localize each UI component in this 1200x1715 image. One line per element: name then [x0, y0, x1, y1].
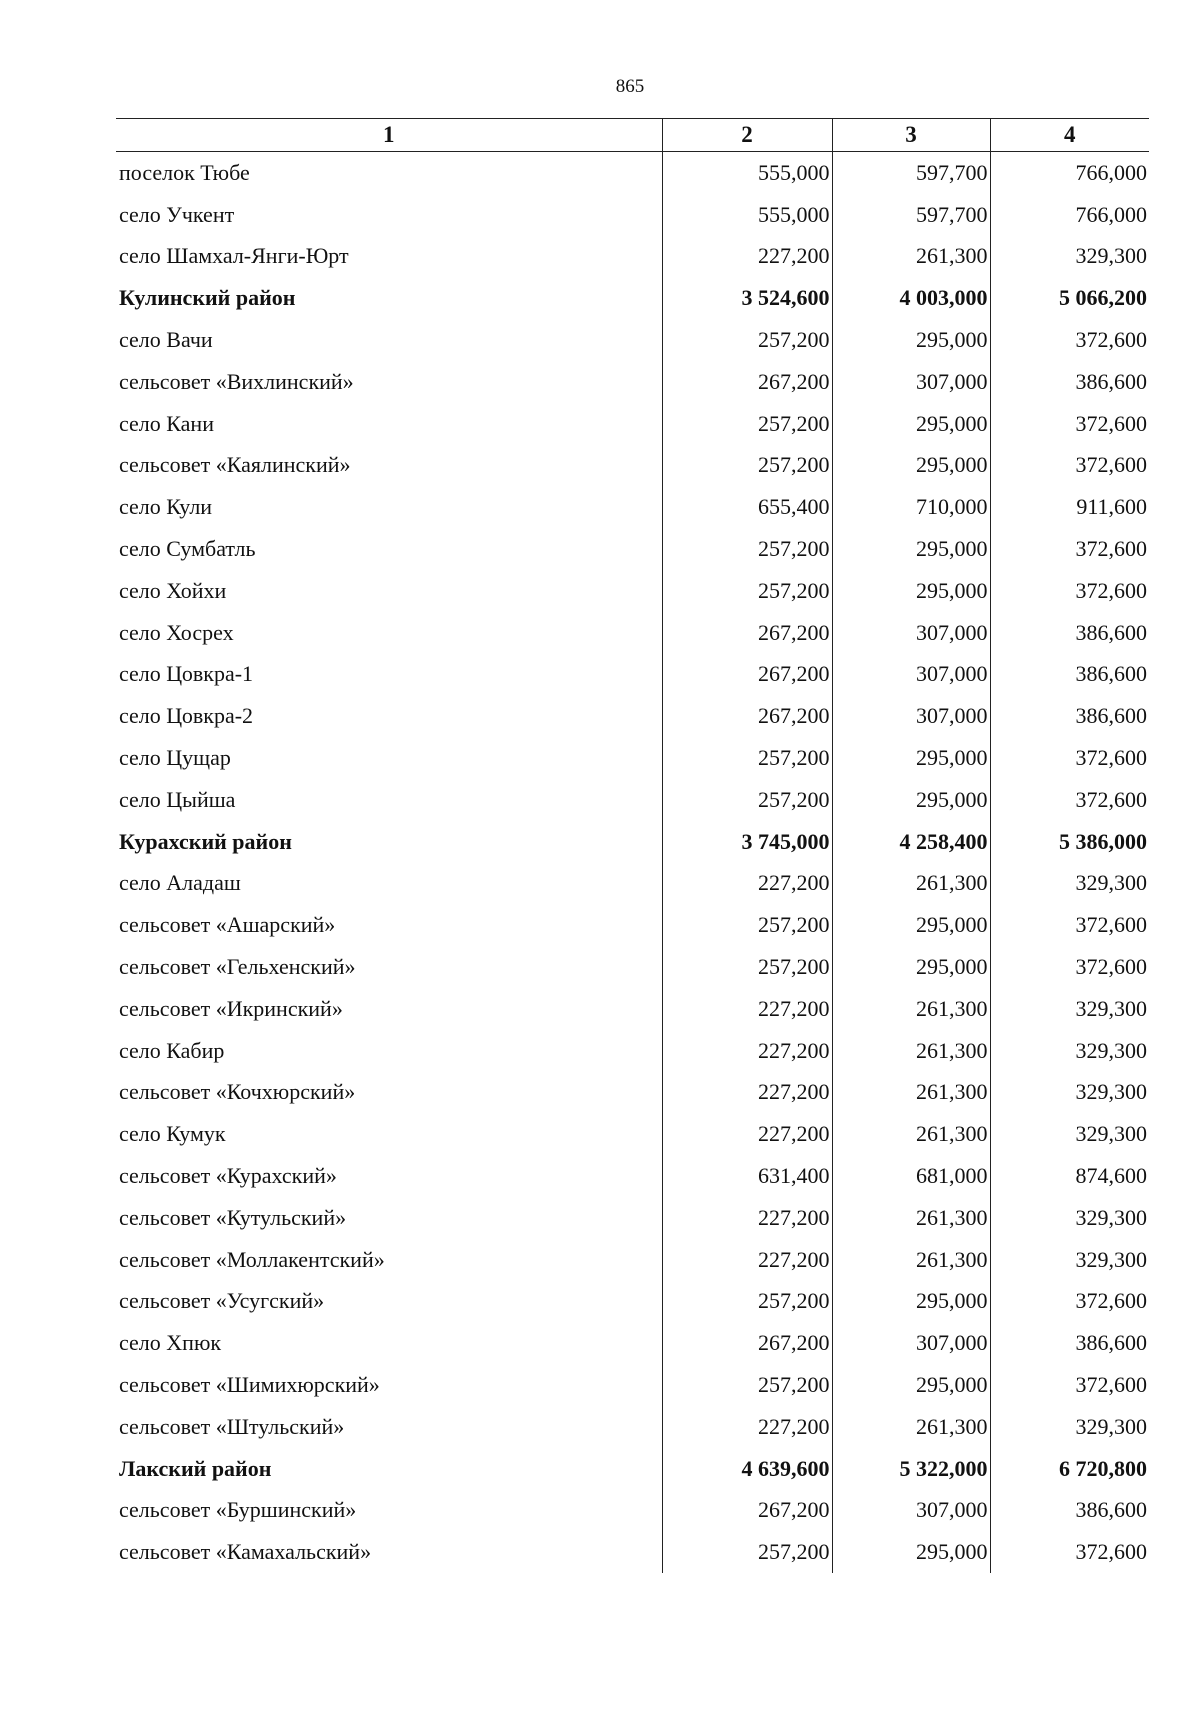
cell-col-4: 386,600 [1075, 619, 1147, 645]
cell-col-2: 257,200 [662, 946, 832, 988]
cell-col-4: 372,600 [1075, 577, 1147, 603]
cell-name: село Цущар [116, 737, 662, 779]
cell-col-2: 257,200 [662, 1364, 832, 1406]
cell-name: село Вачи [116, 319, 662, 361]
cell-name: село Цовкра-1 [116, 654, 662, 696]
cell-name: село Сумбатль [116, 528, 662, 570]
cell-name: сельсовет «Вихлинский» [116, 361, 662, 403]
table-row [116, 319, 1149, 361]
table-row [116, 737, 1149, 779]
cell-col-3: 295,000 [832, 403, 990, 445]
cell-col-3: 307,000 [832, 654, 990, 696]
cell-col-2: 257,200 [662, 904, 832, 946]
cell-name: село Кули [116, 486, 662, 528]
table-row [116, 1113, 1149, 1155]
cell-col-2: 3 524,600 [662, 277, 832, 319]
table-row-district-total [116, 1448, 1149, 1490]
cell-col-4: 386,600 [1075, 368, 1147, 394]
cell-name: поселок Тюбе [116, 152, 662, 194]
cell-col-2: 655,400 [662, 486, 832, 528]
cell-name: село Хосрех [116, 612, 662, 654]
budget-table [116, 118, 1149, 1573]
table-row [116, 695, 1149, 737]
cell-col-2: 257,200 [662, 319, 832, 361]
cell-name: село Цыйша [116, 779, 662, 821]
cell-col-3: 307,000 [832, 612, 990, 654]
cell-col-4: 372,600 [1075, 912, 1147, 938]
cell-col-3: 261,300 [832, 1239, 990, 1281]
table-row [116, 1490, 1149, 1532]
cell-col-3: 295,000 [832, 737, 990, 779]
table-row [116, 946, 1149, 988]
cell-col-3: 5 322,000 [832, 1448, 990, 1490]
cell-name: село Хпюк [116, 1322, 662, 1364]
table-row [116, 194, 1149, 236]
cell-col-3: 261,300 [832, 1406, 990, 1448]
cell-col-3: 295,000 [832, 570, 990, 612]
cell-name: сельсовет «Шимихюрский» [116, 1364, 662, 1406]
cell-col-2: 3 745,000 [662, 821, 832, 863]
cell-name: Курахский район [116, 821, 662, 863]
cell-name: сельсовет «Ашарский» [116, 904, 662, 946]
cell-col-4: 386,600 [1075, 1497, 1147, 1523]
cell-name: сельсовет «Усугский» [116, 1281, 662, 1323]
table-row [116, 1197, 1149, 1239]
cell-name: сельсовет «Буршинский» [116, 1490, 662, 1532]
cell-col-2: 267,200 [662, 612, 832, 654]
cell-col-3: 261,300 [832, 1072, 990, 1114]
cell-col-2: 631,400 [662, 1155, 832, 1197]
table-row [116, 1364, 1149, 1406]
cell-name: сельсовет «Кутульский» [116, 1197, 662, 1239]
table-row [116, 528, 1149, 570]
cell-col-3: 295,000 [832, 946, 990, 988]
table-row [116, 863, 1149, 905]
cell-name: сельсовет «Моллакентский» [116, 1239, 662, 1281]
cell-col-4: 5 386,000 [1059, 828, 1147, 854]
cell-col-3: 261,300 [832, 1197, 990, 1239]
cell-col-2: 257,200 [662, 570, 832, 612]
cell-name: сельсовет «Кочхюрский» [116, 1072, 662, 1114]
cell-col-3: 295,000 [832, 904, 990, 946]
table-row [116, 1281, 1149, 1323]
cell-name: село Шамхал-Янги-Юрт [116, 236, 662, 278]
cell-col-4: 329,300 [1075, 243, 1147, 269]
cell-col-4: 329,300 [1075, 1121, 1147, 1147]
cell-col-4: 874,600 [1075, 1163, 1147, 1189]
cell-col-4: 372,600 [1075, 745, 1147, 771]
column-header-1: 1 [116, 119, 662, 152]
cell-col-3: 261,300 [832, 1030, 990, 1072]
table-row [116, 779, 1149, 821]
cell-col-3: 4 258,400 [832, 821, 990, 863]
cell-col-3: 295,000 [832, 1531, 990, 1573]
cell-col-2: 227,200 [662, 1072, 832, 1114]
cell-col-3: 261,300 [832, 236, 990, 278]
cell-col-4: 329,300 [1075, 1413, 1147, 1439]
table-row [116, 1406, 1149, 1448]
cell-col-3: 4 003,000 [832, 277, 990, 319]
cell-col-3: 295,000 [832, 445, 990, 487]
cell-col-2: 257,200 [662, 779, 832, 821]
table-row-district-total [116, 277, 1149, 319]
cell-name: село Аладаш [116, 863, 662, 905]
cell-col-4: 372,600 [1075, 536, 1147, 562]
cell-col-3: 307,000 [832, 1322, 990, 1364]
table-row [116, 1072, 1149, 1114]
cell-name: село Кабир [116, 1030, 662, 1072]
table-row [116, 152, 1149, 194]
cell-col-4: 329,300 [1075, 870, 1147, 896]
cell-name: село Кани [116, 403, 662, 445]
cell-col-2: 257,200 [662, 445, 832, 487]
cell-col-4: 372,600 [1075, 1539, 1147, 1565]
cell-col-3: 295,000 [832, 779, 990, 821]
cell-col-2: 257,200 [662, 1281, 832, 1323]
cell-col-3: 597,700 [832, 194, 990, 236]
cell-col-4: 386,600 [1075, 1330, 1147, 1356]
cell-col-2: 267,200 [662, 654, 832, 696]
cell-col-2: 227,200 [662, 1030, 832, 1072]
cell-col-2: 267,200 [662, 1490, 832, 1532]
cell-col-3: 261,300 [832, 863, 990, 905]
table-row [116, 1531, 1149, 1573]
cell-col-4: 5 066,200 [1059, 285, 1147, 311]
cell-col-3: 307,000 [832, 695, 990, 737]
cell-col-3: 261,300 [832, 1113, 990, 1155]
cell-col-2: 257,200 [662, 737, 832, 779]
cell-col-4: 386,600 [1075, 661, 1147, 687]
table-body [116, 152, 1149, 1574]
table-row [116, 236, 1149, 278]
column-header-4: 4 [990, 119, 1149, 152]
cell-col-4: 766,000 [1075, 201, 1147, 227]
cell-col-3: 295,000 [832, 1364, 990, 1406]
table-row [116, 1239, 1149, 1281]
table-row [116, 1155, 1149, 1197]
table-row [116, 445, 1149, 487]
cell-col-2: 227,200 [662, 1113, 832, 1155]
cell-col-2: 227,200 [662, 1239, 832, 1281]
cell-col-2: 555,000 [662, 194, 832, 236]
cell-col-2: 227,200 [662, 863, 832, 905]
table-header-row [116, 119, 1149, 152]
table-row [116, 361, 1149, 403]
cell-col-2: 257,200 [662, 1531, 832, 1573]
cell-name: село Хойхи [116, 570, 662, 612]
table-row [116, 612, 1149, 654]
cell-col-3: 295,000 [832, 319, 990, 361]
column-header-3: 3 [832, 119, 990, 152]
cell-col-4: 6 720,800 [1059, 1455, 1147, 1481]
cell-name: село Учкент [116, 194, 662, 236]
cell-col-4: 329,300 [1075, 1204, 1147, 1230]
table-row [116, 654, 1149, 696]
cell-col-4: 372,600 [1075, 954, 1147, 980]
cell-name: сельсовет «Камахальский» [116, 1531, 662, 1573]
cell-name: Кулинский район [116, 277, 662, 319]
cell-col-3: 710,000 [832, 486, 990, 528]
table-row [116, 403, 1149, 445]
cell-col-3: 307,000 [832, 361, 990, 403]
cell-col-3: 261,300 [832, 988, 990, 1030]
cell-name: сельсовет «Курахский» [116, 1155, 662, 1197]
cell-col-4: 372,600 [1075, 786, 1147, 812]
cell-col-4: 386,600 [1075, 703, 1147, 729]
cell-col-2: 227,200 [662, 1197, 832, 1239]
cell-col-2: 257,200 [662, 403, 832, 445]
cell-col-4: 372,600 [1075, 410, 1147, 436]
cell-col-2: 267,200 [662, 1322, 832, 1364]
cell-col-4: 372,600 [1075, 452, 1147, 478]
table-row [116, 904, 1149, 946]
cell-col-3: 307,000 [832, 1490, 990, 1532]
table-row [116, 988, 1149, 1030]
cell-col-4: 329,300 [1075, 995, 1147, 1021]
table-row [116, 486, 1149, 528]
cell-col-3: 295,000 [832, 528, 990, 570]
cell-col-2: 257,200 [662, 528, 832, 570]
cell-col-4: 766,000 [1075, 159, 1147, 185]
cell-col-2: 227,200 [662, 1406, 832, 1448]
cell-col-2: 267,200 [662, 361, 832, 403]
table-row [116, 1322, 1149, 1364]
cell-col-3: 597,700 [832, 152, 990, 194]
cell-name: Лакский район [116, 1448, 662, 1490]
cell-name: сельсовет «Штульский» [116, 1406, 662, 1448]
cell-col-4: 372,600 [1075, 1372, 1147, 1397]
cell-col-3: 295,000 [832, 1281, 990, 1323]
cell-col-4: 329,300 [1075, 1079, 1147, 1105]
cell-name: сельсовет «Каялинский» [116, 445, 662, 487]
cell-name: сельсовет «Икринский» [116, 988, 662, 1030]
column-header-2: 2 [662, 119, 832, 152]
cell-col-2: 267,200 [662, 695, 832, 737]
cell-name: село Цовкра-2 [116, 695, 662, 737]
cell-name: село Кумук [116, 1113, 662, 1155]
table-row-district-total [116, 821, 1149, 863]
cell-col-2: 227,200 [662, 236, 832, 278]
cell-col-4: 911,600 [1076, 494, 1147, 520]
cell-col-4: 329,300 [1075, 1037, 1147, 1063]
page-number: 865 [615, 76, 645, 97]
cell-col-3: 681,000 [832, 1155, 990, 1197]
cell-col-2: 555,000 [662, 152, 832, 194]
cell-col-2: 227,200 [662, 988, 832, 1030]
budget-table-container [116, 118, 1149, 1573]
cell-name: сельсовет «Гельхенский» [116, 946, 662, 988]
table-row [116, 570, 1149, 612]
cell-col-4: 329,300 [1075, 1246, 1147, 1272]
cell-col-2: 4 639,600 [662, 1448, 832, 1490]
cell-col-4: 372,600 [1075, 1288, 1147, 1314]
cell-col-4: 372,600 [1075, 327, 1147, 353]
table-row [116, 1030, 1149, 1072]
